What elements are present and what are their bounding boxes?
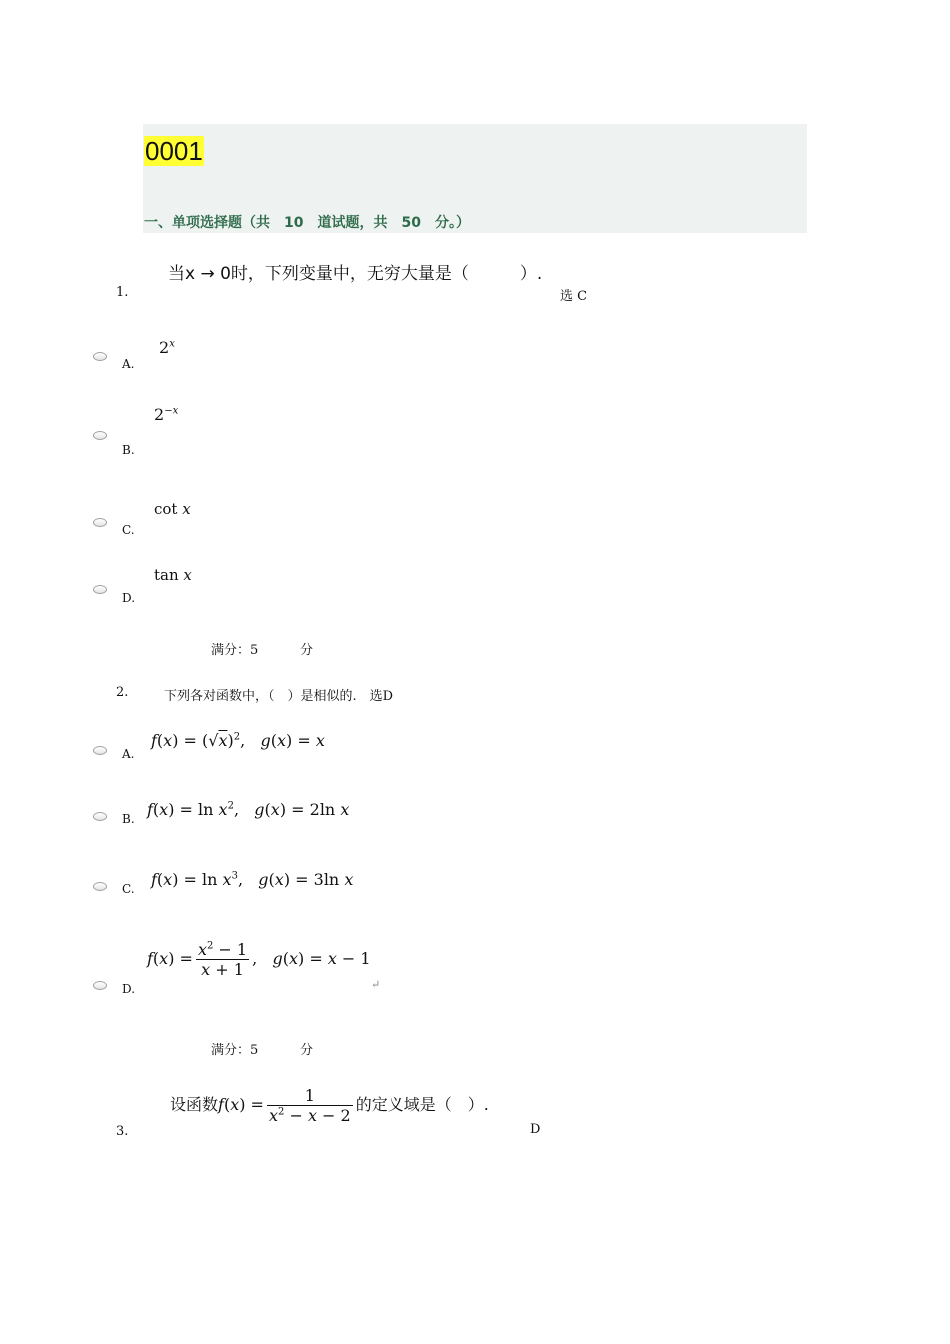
q2-score-label: 满分：5 [211, 1043, 259, 1058]
q1-number: 1. [116, 285, 129, 300]
q3-number: 3. [116, 1124, 129, 1139]
q1-option-a-label: A. [122, 357, 135, 371]
q2-option-a-radio[interactable] [93, 746, 107, 755]
q2-option-c-radio[interactable] [93, 882, 107, 891]
q3-stem: 设函数f(x) = $\frac{1}{x^2 - x - 2}$ 的定义域是（ ）. [170, 1086, 489, 1125]
q2-option-c-label: C. [122, 882, 135, 896]
q2-option-d-radio[interactable] [93, 981, 107, 990]
q1-option-d-radio[interactable] [93, 585, 107, 594]
q2-option-b-expr: $f(x) = \ln x^2$, g(x) = 2ln x [147, 800, 350, 819]
q2-score-unit: 分 [300, 1043, 314, 1058]
q2-option-b-radio[interactable] [93, 812, 107, 821]
q3-stem-prefix: 设函数 [170, 1095, 219, 1114]
q2-number: 2. [116, 685, 129, 700]
exam-code: 0001 [145, 136, 203, 166]
q1-option-b-expr: $2^{-x}$ [154, 405, 179, 424]
q1-option-c-radio[interactable] [93, 518, 107, 527]
q2-option-d-label: D. [122, 982, 136, 996]
q1-option-c-label: C. [122, 523, 135, 537]
q2-option-b-label: B. [122, 812, 135, 826]
q1-option-d-label: D. [122, 591, 136, 605]
section-title: 一、单项选择题（共 10 道试题，共 50 分。） [144, 215, 470, 231]
q2-option-a-label: A. [122, 747, 135, 761]
q1-stem: 当x → 0时，下列变量中，无穷大量是（ ）. [168, 264, 543, 284]
q2-option-d-expr: f(x) = $\frac{x^2 - 1}{x + 1}$ , g(x) = x − 1 [147, 940, 371, 979]
q1-score-unit: 分 [300, 643, 314, 658]
q3-stem-suffix: 的定义域是（ ）. [355, 1095, 489, 1114]
q1-option-b-radio[interactable] [93, 431, 107, 440]
q3-answer-note: D [530, 1122, 541, 1137]
q1-option-a-expr: 2$^x$ [159, 338, 175, 357]
q1-option-d-expr: tan x [154, 566, 192, 584]
q1-option-c-expr: cot x [154, 500, 191, 518]
q1-answer-note: 选 C [560, 289, 588, 304]
q2-option-c-expr: $f(x) = \ln x^3$, g(x) = 3ln x [151, 870, 354, 889]
q1-option-a-radio[interactable] [93, 352, 107, 361]
q2-stem: 下列各对函数中，（ ）是相似的. 选D [164, 689, 394, 704]
q1-option-b-label: B. [122, 443, 135, 457]
q2-option-a-expr: $f(x) = (√x)^2$, g(x) = x [151, 731, 325, 750]
return-mark: ↵ [371, 978, 381, 991]
q1-score-label: 满分：5 [211, 643, 259, 658]
